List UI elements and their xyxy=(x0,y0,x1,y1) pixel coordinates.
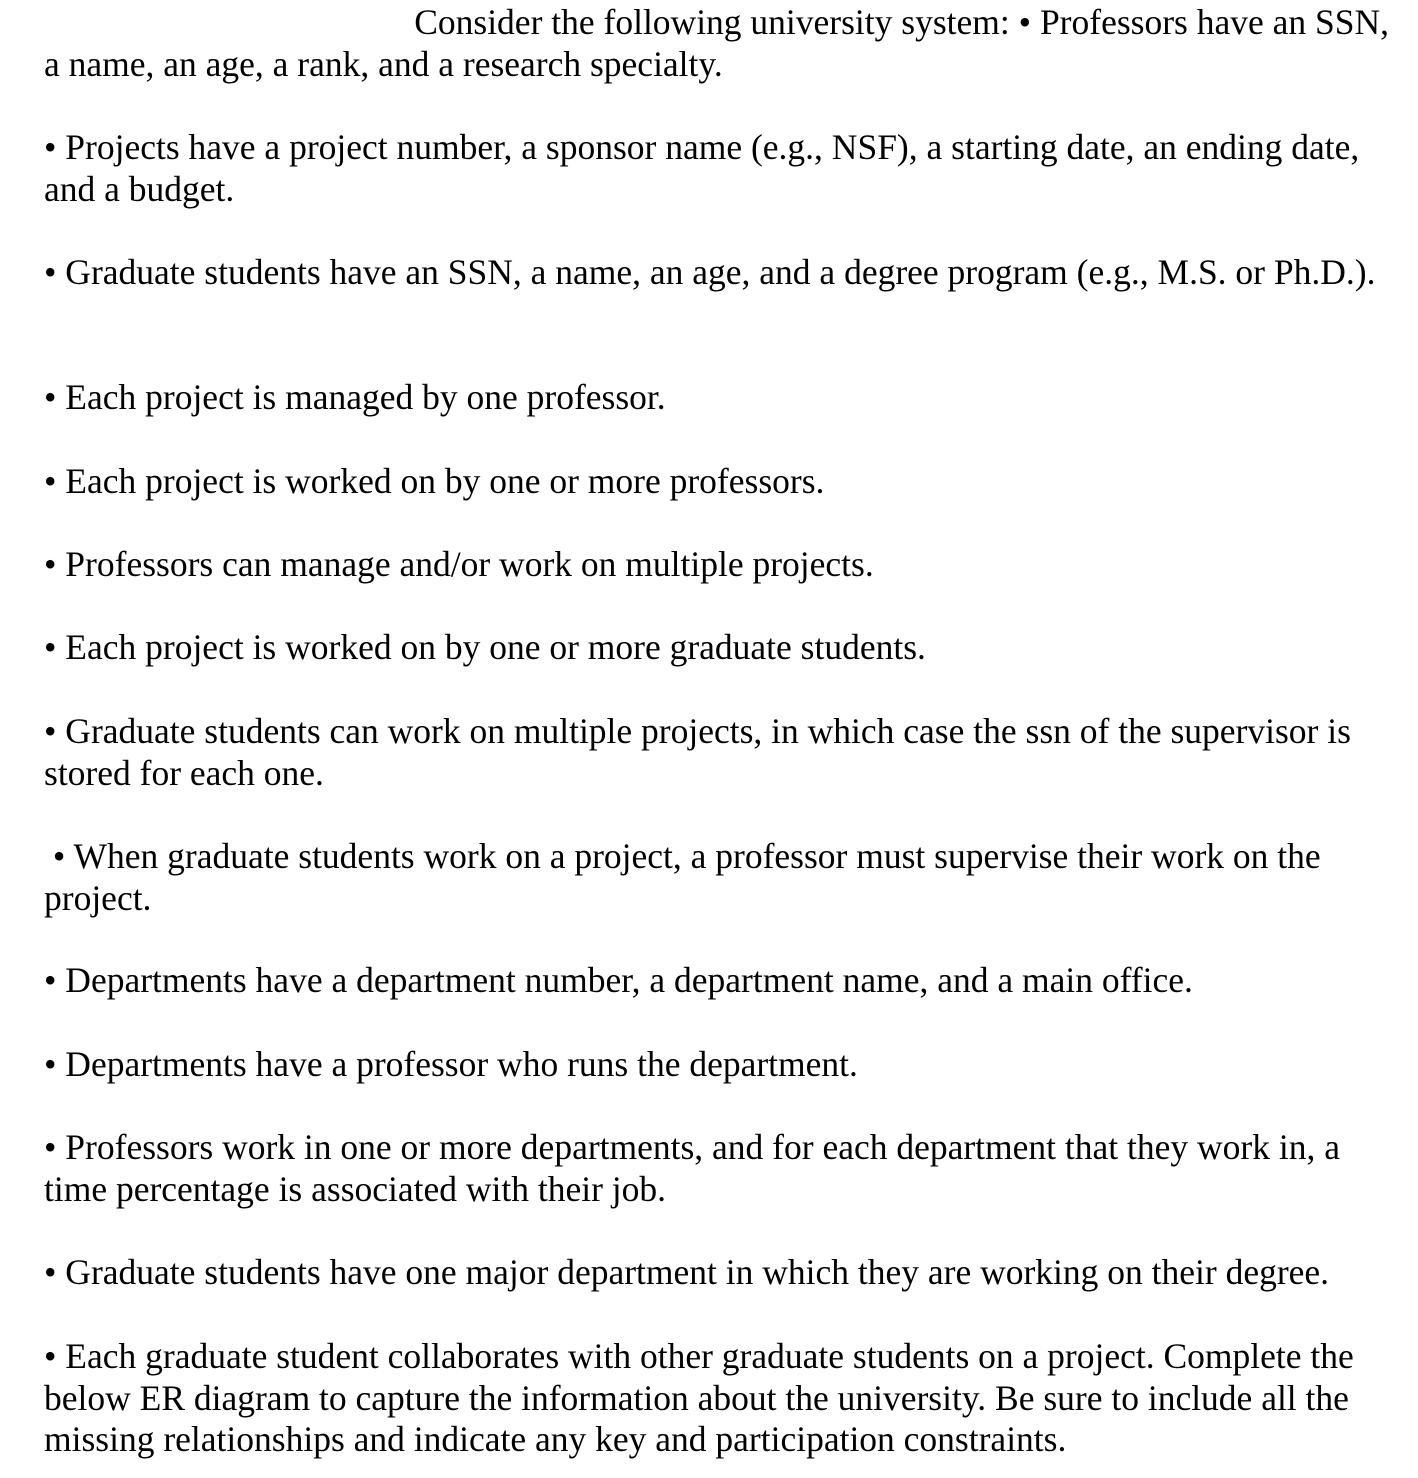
paragraph-supervise: • When graduate students work on a project, a professor must supervise their work on the project. xyxy=(44,836,1330,918)
paragraph-project-worked-professors: • Each project is worked on by one or more professors. xyxy=(44,461,825,501)
paragraph-departments-attributes: • Departments have a department number, a department name, and a main office. xyxy=(44,960,1193,1000)
paragraph-projects: • Projects have a project number, a sponsor name (e.g., NSF), a starting date, an ending date, and a budget. xyxy=(44,127,1360,209)
paragraph-graduate-students: • Graduate students have an SSN, a name, an age, and a degree program (e.g., M.S. or Ph.D.). xyxy=(44,252,1376,292)
paragraph-collaboration-instructions: • Each graduate student collaborates with other graduate students on a project. Complete the below ER diagram to capture the information about the university. Be sure to include all the missing relationships and indicate any key and participation constraints. xyxy=(44,1336,1354,1459)
paragraph-project-managed: • Each project is managed by one professor. xyxy=(44,377,666,417)
paragraph-major-department: • Graduate students have one major department in which they are working on their degree. xyxy=(44,1252,1330,1292)
paragraph-students-multiple-projects: • Graduate students can work on multiple projects, in which case the ssn of the supervisor is stored for each one. xyxy=(44,711,1351,793)
paragraph-department-runner: • Departments have a professor who runs the department. xyxy=(44,1044,858,1084)
paragraph-professors-multiple-projects: • Professors can manage and/or work on multiple projects. xyxy=(44,544,874,584)
intro-text-line-1: Consider the following university system: • Professors have an SSN, xyxy=(414,2,1389,42)
intro-text-line-2: a name, an age, a rank, and a research specialty. xyxy=(44,44,723,84)
paragraph-professors-departments: • Professors work in one or more departments, and for each department that they work in, a time percentage is associated with their job. xyxy=(44,1127,1340,1209)
paragraph-project-worked-students: • Each project is worked on by one or more graduate students. xyxy=(44,627,926,667)
